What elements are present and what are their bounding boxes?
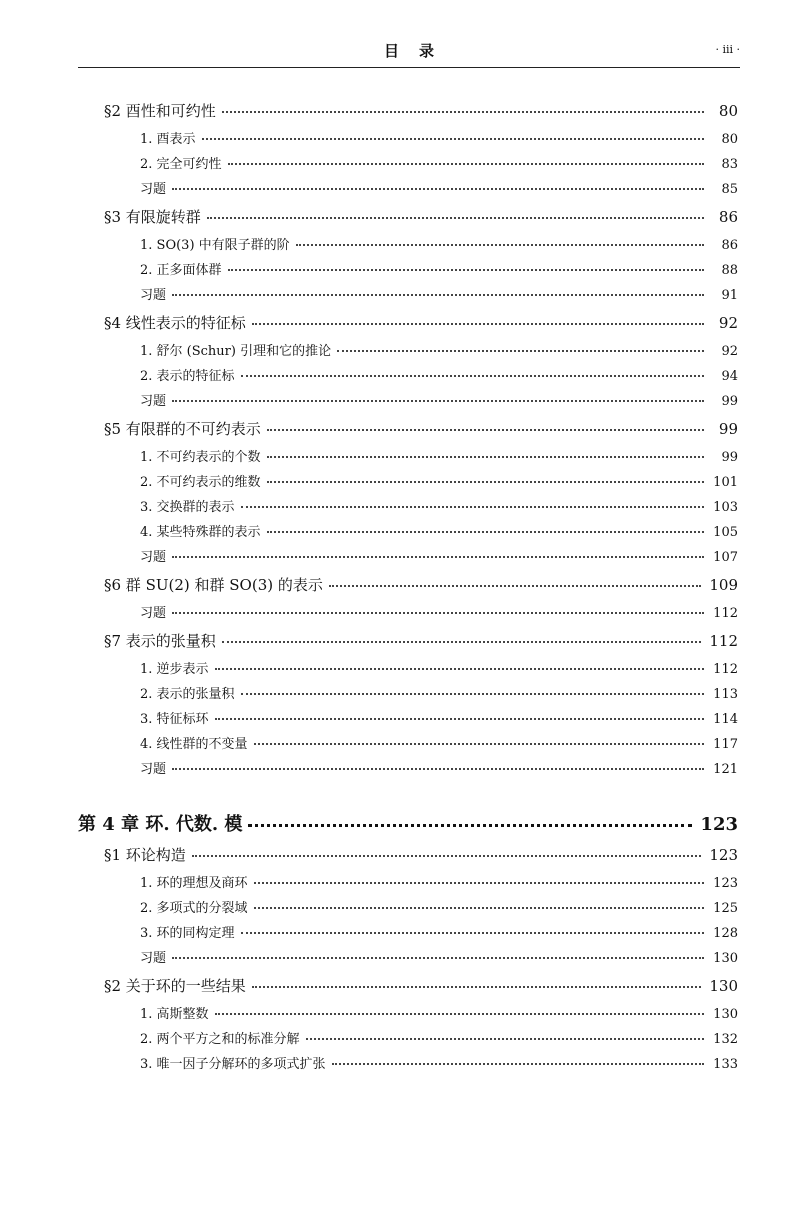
entry-page-number: 88 [721, 263, 738, 278]
entry-page-number: 130 [713, 1007, 738, 1022]
subsection-entry [140, 153, 738, 172]
leader-dots [202, 138, 704, 140]
subsection-entry [140, 872, 738, 891]
leader-dots [252, 986, 702, 988]
section-entry [104, 206, 738, 227]
entry-page-number: 86 [721, 238, 738, 253]
entry-label: 3. 交换群的表示 [140, 500, 235, 515]
leader-dots [337, 350, 704, 352]
leader-dots [254, 882, 704, 884]
section-entry [104, 574, 738, 595]
entry-label: 第 4 章 环. 代数. 模 [78, 814, 243, 835]
leader-dots [228, 163, 704, 165]
entry-label: 2. 不可约表示的维数 [140, 475, 261, 490]
entry-label: 习题 [140, 394, 167, 409]
section-entry [104, 100, 738, 121]
leader-dots [332, 1063, 704, 1065]
leader-dots [296, 244, 704, 246]
entry-label: §6 群 SU(2) 和群 SO(3) 的表示 [104, 576, 323, 594]
subsection-entry [140, 602, 738, 621]
entry-page-number: 99 [718, 420, 738, 438]
entry-page-number: 85 [721, 182, 738, 197]
entry-label: 1. SO(3) 中有限子群的阶 [140, 238, 290, 253]
subsection-entry [140, 471, 738, 490]
entry-label: 习题 [140, 288, 167, 303]
leader-dots [267, 481, 704, 483]
entry-label: §2 酉性和可约性 [104, 102, 216, 120]
entry-page-number: 83 [721, 157, 738, 172]
leader-dots [172, 294, 704, 296]
entry-page-number: 92 [721, 344, 738, 359]
subsection-entry [140, 234, 738, 253]
leader-dots [306, 1038, 704, 1040]
entry-label: 1. 酉表示 [140, 132, 196, 147]
leader-dots [241, 932, 704, 934]
leader-dots [267, 531, 704, 533]
entry-page-number: 128 [713, 926, 738, 941]
entry-page-number: 92 [718, 314, 738, 332]
subsection-entry [140, 658, 738, 677]
entry-page-number: 130 [709, 977, 738, 995]
subsection-entry [140, 683, 738, 702]
leader-dots [222, 641, 702, 643]
subsection-entry [140, 521, 738, 540]
entry-page-number: 80 [721, 132, 738, 147]
entry-label: 2. 两个平方之和的标准分解 [140, 1032, 300, 1047]
leader-dots [241, 693, 704, 695]
leader-dots [252, 323, 704, 325]
leader-dots [215, 1013, 704, 1015]
subsection-entry [140, 1028, 738, 1047]
entry-label: 习题 [140, 951, 167, 966]
entry-label: 2. 多项式的分裂域 [140, 901, 248, 916]
chapter-entry [78, 810, 738, 836]
section-entry [104, 975, 738, 996]
subsection-entry [140, 390, 738, 409]
entry-page-number: 105 [713, 525, 738, 540]
entry-page-number: 123 [700, 814, 738, 835]
leader-dots [172, 957, 704, 959]
leader-dots [172, 768, 704, 770]
entry-label: 习题 [140, 606, 167, 621]
entry-label: 习题 [140, 550, 167, 565]
entry-page-number: 109 [709, 576, 738, 594]
entry-page-number: 130 [713, 951, 738, 966]
subsection-entry [140, 259, 738, 278]
entry-page-number: 117 [713, 737, 738, 752]
entry-label: 3. 环的同构定理 [140, 926, 235, 941]
subsection-entry [140, 284, 738, 303]
entry-label: 1. 不可约表示的个数 [140, 450, 261, 465]
leader-dots [248, 824, 692, 827]
page-number: · iii · [715, 43, 740, 56]
entry-label: 3. 特征标环 [140, 712, 209, 727]
entry-page-number: 123 [713, 876, 738, 891]
entry-page-number: 107 [713, 550, 738, 565]
entry-label: 1. 逆步表示 [140, 662, 209, 677]
entry-label: 习题 [140, 762, 167, 777]
leader-dots [192, 855, 702, 857]
entry-page-number: 112 [713, 606, 738, 621]
entry-label: 1. 舒尔 (Schur) 引理和它的推论 [140, 344, 332, 359]
leader-dots [254, 907, 704, 909]
leader-dots [241, 506, 704, 508]
entry-label: §3 有限旋转群 [104, 208, 201, 226]
subsection-entry [140, 1003, 738, 1022]
section-entry [104, 844, 738, 865]
leader-dots [254, 743, 704, 745]
entry-label: 2. 完全可约性 [140, 157, 222, 172]
leader-dots [172, 556, 704, 558]
subsection-entry [140, 733, 738, 752]
leader-dots [172, 612, 704, 614]
leader-dots [267, 429, 704, 431]
page-title: 目录 [383, 42, 454, 60]
entry-page-number: 125 [713, 901, 738, 916]
entry-page-number: 114 [713, 712, 738, 727]
leader-dots [172, 188, 704, 190]
subsection-entry [140, 546, 738, 565]
section-entry [104, 630, 738, 651]
entry-page-number: 113 [713, 687, 738, 702]
entry-page-number: 112 [713, 662, 738, 677]
entry-page-number: 133 [713, 1057, 738, 1072]
entry-label: §4 线性表示的特征标 [104, 314, 246, 332]
entry-label: 4. 线性群的不变量 [140, 737, 248, 752]
entry-page-number: 99 [721, 394, 738, 409]
entry-label: §5 有限群的不可约表示 [104, 420, 261, 438]
entry-label: 4. 某些特殊群的表示 [140, 525, 261, 540]
leader-dots [228, 269, 704, 271]
leader-dots [215, 668, 704, 670]
leader-dots [222, 111, 704, 113]
subsection-entry [140, 922, 738, 941]
entry-page-number: 80 [718, 102, 738, 120]
leader-dots [241, 375, 704, 377]
entry-page-number: 103 [713, 500, 738, 515]
subsection-entry [140, 758, 738, 777]
subsection-entry [140, 1053, 738, 1072]
leader-dots [267, 456, 704, 458]
subsection-entry [140, 128, 738, 147]
entry-page-number: 94 [721, 369, 738, 384]
subsection-entry [140, 897, 738, 916]
entry-page-number: 123 [709, 846, 738, 864]
entry-page-number: 91 [721, 288, 738, 303]
entry-label: 1. 高斯整数 [140, 1007, 209, 1022]
entry-label: 1. 环的理想及商环 [140, 876, 248, 891]
entry-label: 2. 表示的特征标 [140, 369, 235, 384]
leader-dots [207, 217, 704, 219]
entry-label: 3. 唯一因子分解环的多项式扩张 [140, 1057, 326, 1072]
leader-dots [215, 718, 704, 720]
entry-label: 2. 正多面体群 [140, 263, 222, 278]
leader-dots [329, 585, 701, 587]
entry-label: §7 表示的张量积 [104, 632, 216, 650]
subsection-entry [140, 496, 738, 515]
subsection-entry [140, 947, 738, 966]
subsection-entry [140, 446, 738, 465]
entry-page-number: 132 [713, 1032, 738, 1047]
entry-page-number: 121 [713, 762, 738, 777]
entry-page-number: 99 [721, 450, 738, 465]
subsection-entry [140, 365, 738, 384]
entry-label: 习题 [140, 182, 167, 197]
entry-label: §2 关于环的一些结果 [104, 977, 246, 995]
entry-page-number: 86 [718, 208, 738, 226]
subsection-entry [140, 708, 738, 727]
subsection-entry [140, 340, 738, 359]
entry-page-number: 112 [709, 632, 738, 650]
leader-dots [172, 400, 704, 402]
entry-page-number: 101 [713, 475, 738, 490]
entry-label: §1 环论构造 [104, 846, 186, 864]
entry-label: 2. 表示的张量积 [140, 687, 235, 702]
section-entry [104, 312, 738, 333]
section-entry [104, 418, 738, 439]
subsection-entry [140, 178, 738, 197]
